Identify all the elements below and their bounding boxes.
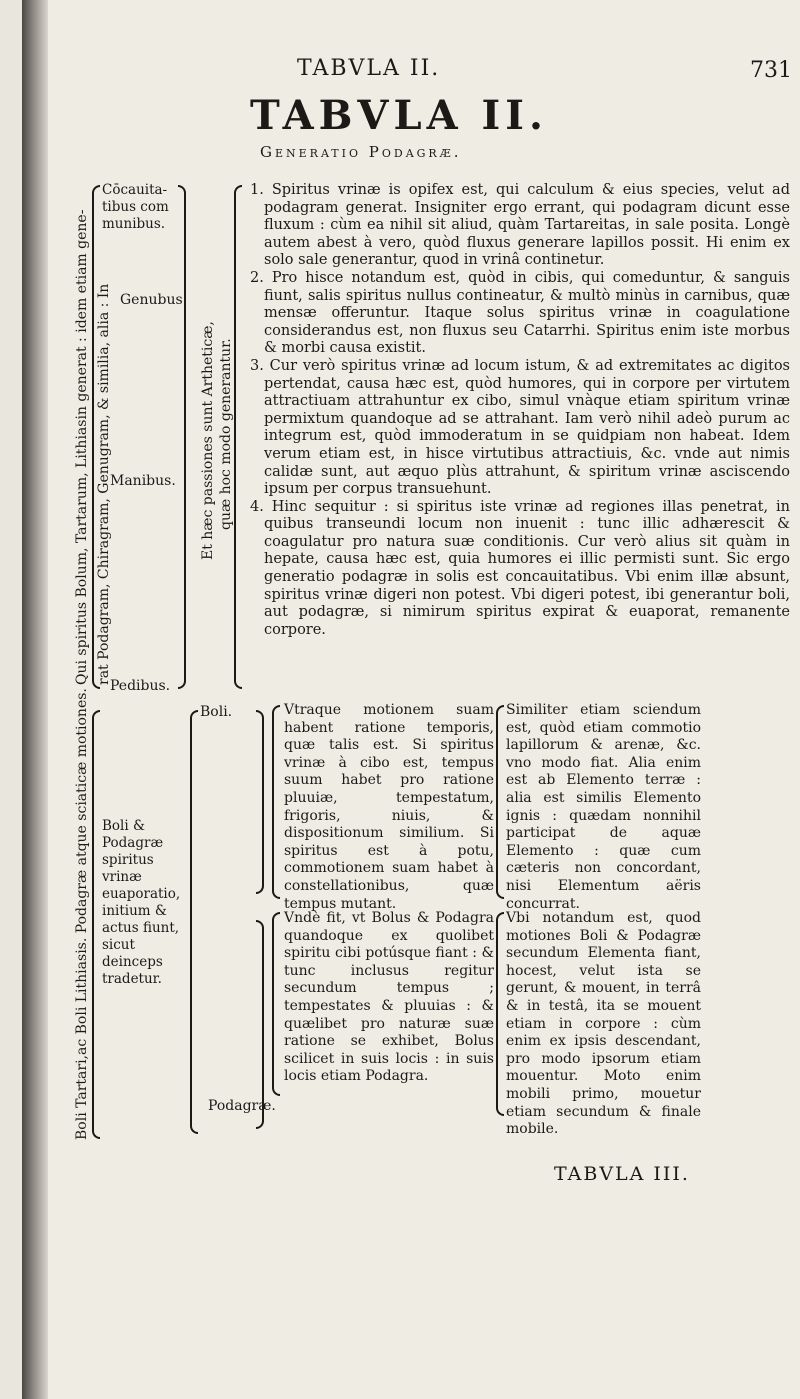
margin-vertical-text-2: rat Podagram, Chiragram, Genugram, & similia, alia : In (96, 283, 112, 685)
page-title: TABVLA II. (250, 92, 548, 139)
col-a-top-brace (272, 705, 280, 899)
part-manibus: Manibus. (110, 473, 176, 489)
label-podagrae: Podagræ. (208, 1098, 276, 1114)
numbered-items (250, 182, 790, 639)
page-subtitle: Generatio Podagræ. (260, 143, 462, 161)
item-4: 4. Hinc sequitur : si spiritus iste vrinæ ad regiones illas penetrat, in quibus transeundi locum non inuenit : tunc illic adhærescit & coagulatur pro natura suæ conditionis. Cur verò alius sit quàm in hepate, causa hæc est, quia humores ei illic permisti sunt. Sic ergo generatio podagræ in solis est concauitatibus. Vbi enim illæ absunt, spiritus vrinæ digeri non potest. Vbi digeri potest, ibi generantur boli, aut podagræ, si nimirum spiritus expirat & euaporat, remanente corpore. (250, 498, 790, 638)
col-a-top: Vtraque motionem suam habent ratione temporis, quæ talis est. Si spiritus vrinæ à cibo est, tempus suum habet pro ratione pluuiæ, tempestatum, frigoris, niuis, & dispositionum similium. Si spiritus est à potu, commotionem suam habet à constellationibus, quæ tempus mutant. (284, 702, 494, 912)
margin-vertical-text-1: Qui spiritus Bolum, Tartarum, Lithiasin generat : idem etiam gene- (74, 209, 90, 685)
page-number: 731 (750, 58, 792, 83)
label-boli: Boli. (200, 704, 233, 720)
outer-brace-top (92, 185, 100, 689)
book-page (22, 0, 800, 1399)
boli-brace (256, 710, 264, 894)
boli-description: Boli & Podagræ spiritus vrinæ euaporatio, initium & actus fiunt, sicut deinceps tradetur. (102, 818, 181, 987)
part-pedibus: Pedibus. (110, 678, 171, 694)
middle-vertical-text-2: quæ hoc modo generantur. (218, 338, 234, 530)
middle-vertical-text-1: Et hæc passiones sunt Artheticæ, (200, 321, 216, 560)
part-cocauitatibus: Cōcauita-tibus com munibus. (102, 182, 169, 232)
part-genubus: Genubus. (120, 292, 188, 308)
col-a-bottom: Vndè fit, vt Bolus & Podagra quandoque ex quolibet spiritu cibi potúsque fiant : & tunc inclusus regitur secundum tempus ; tempestates & pluuias : & quælibet pro naturæ suæ ratione se exhibet, Bolus scilicet in suis locis : in suis locis etiam Podagra. (284, 910, 494, 1085)
outer-brace-bottom (92, 710, 100, 1139)
lower-brace (190, 710, 198, 1134)
podagrae-brace (256, 920, 264, 1129)
item-2: 2. Pro hisce notandum est, quòd in cibis, qui comeduntur, & sanguis fiunt, salis spiritus nullus contineatur, & multò minùs in carnibus, quæ mensæ offeruntur. Itaque solus spiritus vrinæ in coagulatione considerandus est, non fluxus seu Catarrhi. Spiritus enim iste morbus & morbi causa existit. (250, 269, 790, 357)
page-gutter (22, 0, 48, 1399)
col-b-bottom-brace (496, 912, 504, 1116)
parts-brace (178, 185, 186, 689)
col-b-top: Similiter etiam sciendum est, quòd etiam commotio lapillorum & arenæ, &c. vno modo fiat. Alia enim est ab Elemento terræ : alia est similis Elemento ignis : quædam nonnihil participat de aquæ Elemento : quæ cum cæteris non concordant, nisi Elementum aëris concurrat. (506, 702, 701, 912)
running-head: TABVLA II. (297, 56, 441, 81)
item-1: 1. Spiritus vrinæ is opifex est, qui calculum & eius species, velut ad podagram generat. Insigniter ergo errant, qui podagram dicunt esse fluxum : cùm ea nihil sit aliud, quàm Tartareitas, in sale posita. Longè autem abest à vero, quòd fluxus generare lapillos possit. Hi enim ex solo sale generantur, quod in vrinâ continetur. (250, 182, 790, 269)
items-brace (234, 185, 242, 689)
col-a-bottom-brace (272, 912, 280, 1096)
col-b-top-brace (496, 705, 504, 899)
col-b-bottom: Vbi notandum est, quod motiones Boli & Podagræ secundum Elementa fiant, hocest, velut ista se gerunt, & mouent, in terrâ & in testâ, ita se mouent etiam in corpore : cùm enim ex ipsis descendant, pro modo ipsorum etiam mouentur. Moto enim mobili primo, mouetur etiam secundum & finale mobile. (506, 910, 701, 1138)
item-3: 3. Cur verò spiritus vrinæ ad locum istum, & ad extremitates ac digitos pertendat, causa hæc est, quòd humores, qui in corpore per virtutem attractiuam attrahuntur ex cibo, simul vnàque etiam spiritum vrinæ permixtum quandoque ad se attrahant. Iam verò nihil adeò purum ac integrum est, quòd immoderatum in se quidpiam non habeat. Idem verum etiam est, in hisce virtutibus attractiuis, &c. vnde aut nimis calidæ sunt, aut æquo plùs attrahunt, & spiritum vrinæ asciscendo ipsum per corpus transuehunt. (250, 357, 790, 498)
margin-vertical-text-3: Boli Tartari,ac Boli Lithiasis. Podagræ atque sciaticæ motiones. (74, 688, 90, 1140)
catchword-next-table: TABVLA III. (554, 1163, 690, 1185)
